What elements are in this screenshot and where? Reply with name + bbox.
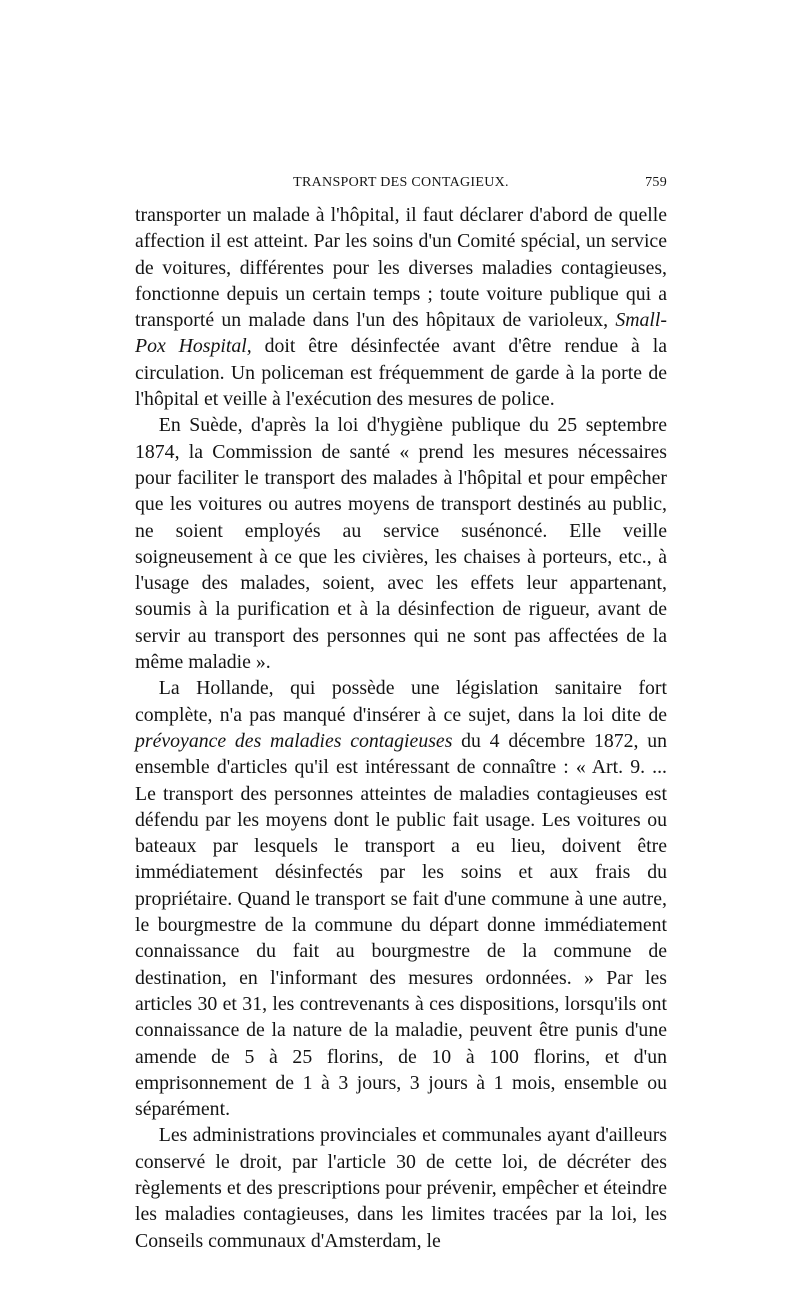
page-number: 759	[645, 175, 667, 190]
paragraph-2-text: En Suède, d'après la loi d'hygiène publique du 25 septembre 1874, la Commission de santé « prend les mesures nécessaires pour faciliter le transport des malades à l'hôpital et pour empêcher que les voitures ou autres moyens de transport destinés au public, ne soient employés au service susénoncé. Elle veille soigneusement à ce que les civières, les chaises à porteurs, etc., à l'usage des malades, soient, avec les effets leur appartenant, soumis à la purification et à la désinfection de rigueur, avant de servir au transport des personnes qui ne sont pas affectées de la même maladie ».	[135, 414, 667, 674]
running-head	[135, 175, 667, 195]
paragraph-holland	[135, 675, 667, 1122]
paragraph-3-start: La Hollande, qui possède une législation sanitaire fort complète, n'a pas manqué d'insérer à ce sujet, dans la loi dite de	[135, 677, 667, 726]
paragraph-continuation	[135, 202, 667, 412]
paragraph-3-italic: prévoyance des maladies contagieuses	[135, 729, 453, 752]
paragraph-4-text: Les administrations provinciales et communales ayant d'ailleurs conservé le droit, par l'article 30 de cette loi, de décréter des règlements et des prescriptions pour prévenir, empêcher et éteindre les maladies contagieuses, dans les limites tracées par la loi, les Conseils communaux d'Amsterdam, le	[135, 1124, 667, 1252]
paragraph-1-end: doit être désinfectée avant d'être rendue à la circulation. Un policeman est fréquemment de garde à la porte de l'hôpital et veille à l'exécution des mesures de police.	[135, 335, 667, 411]
paragraph-1-text: transporter un malade à l'hôpital, il faut déclarer d'abord de quelle affection il est atteint. Par les soins d'un Comité spécial, un service de voitures, différentes pour les diverses maladies contagieuses, fonctionne depuis un certain temps ; toute voiture publique qui a transporté un malade dans l'un des hôpitaux de varioleux,	[135, 204, 667, 332]
paragraph-1-italic: Small-Pox Hospital,	[135, 309, 667, 358]
paragraph-administrations	[135, 1122, 667, 1253]
body-text	[135, 202, 667, 1254]
paragraph-sweden	[135, 412, 667, 675]
paragraph-3-end: du 4 décembre 1872, un ensemble d'articles qu'il est intéressant de connaître : « Art. 9. ... Le transport des personnes atteintes de maladies contagieuses est défendu par les moyens dont le public fait usage. Les voitures ou bateaux par lesquels le transport a eu lieu, doivent être immédiatement désinfectés par les soins et aux frais du propriétaire. Quand le transport se fait d'une commune à une autre, le bourgmestre de la commune du départ donne immédiatement connaissance du fait au bourgmestre de la commune de destination, en l'informant des mesures ordonnées. » Par les articles 30 et 31, les contrevenants à ces dispositions, lorsqu'ils ont connaissance de la nature de la maladie, peuvent être punis d'une amende de 5 à 25 florins, de 10 à 100 florins, et d'un emprisonnement de 1 à 3 jours, 3 jours à 1 mois, ensemble ou séparément.	[135, 729, 667, 1121]
running-title: TRANSPORT DES CONTAGIEUX.	[293, 175, 509, 190]
